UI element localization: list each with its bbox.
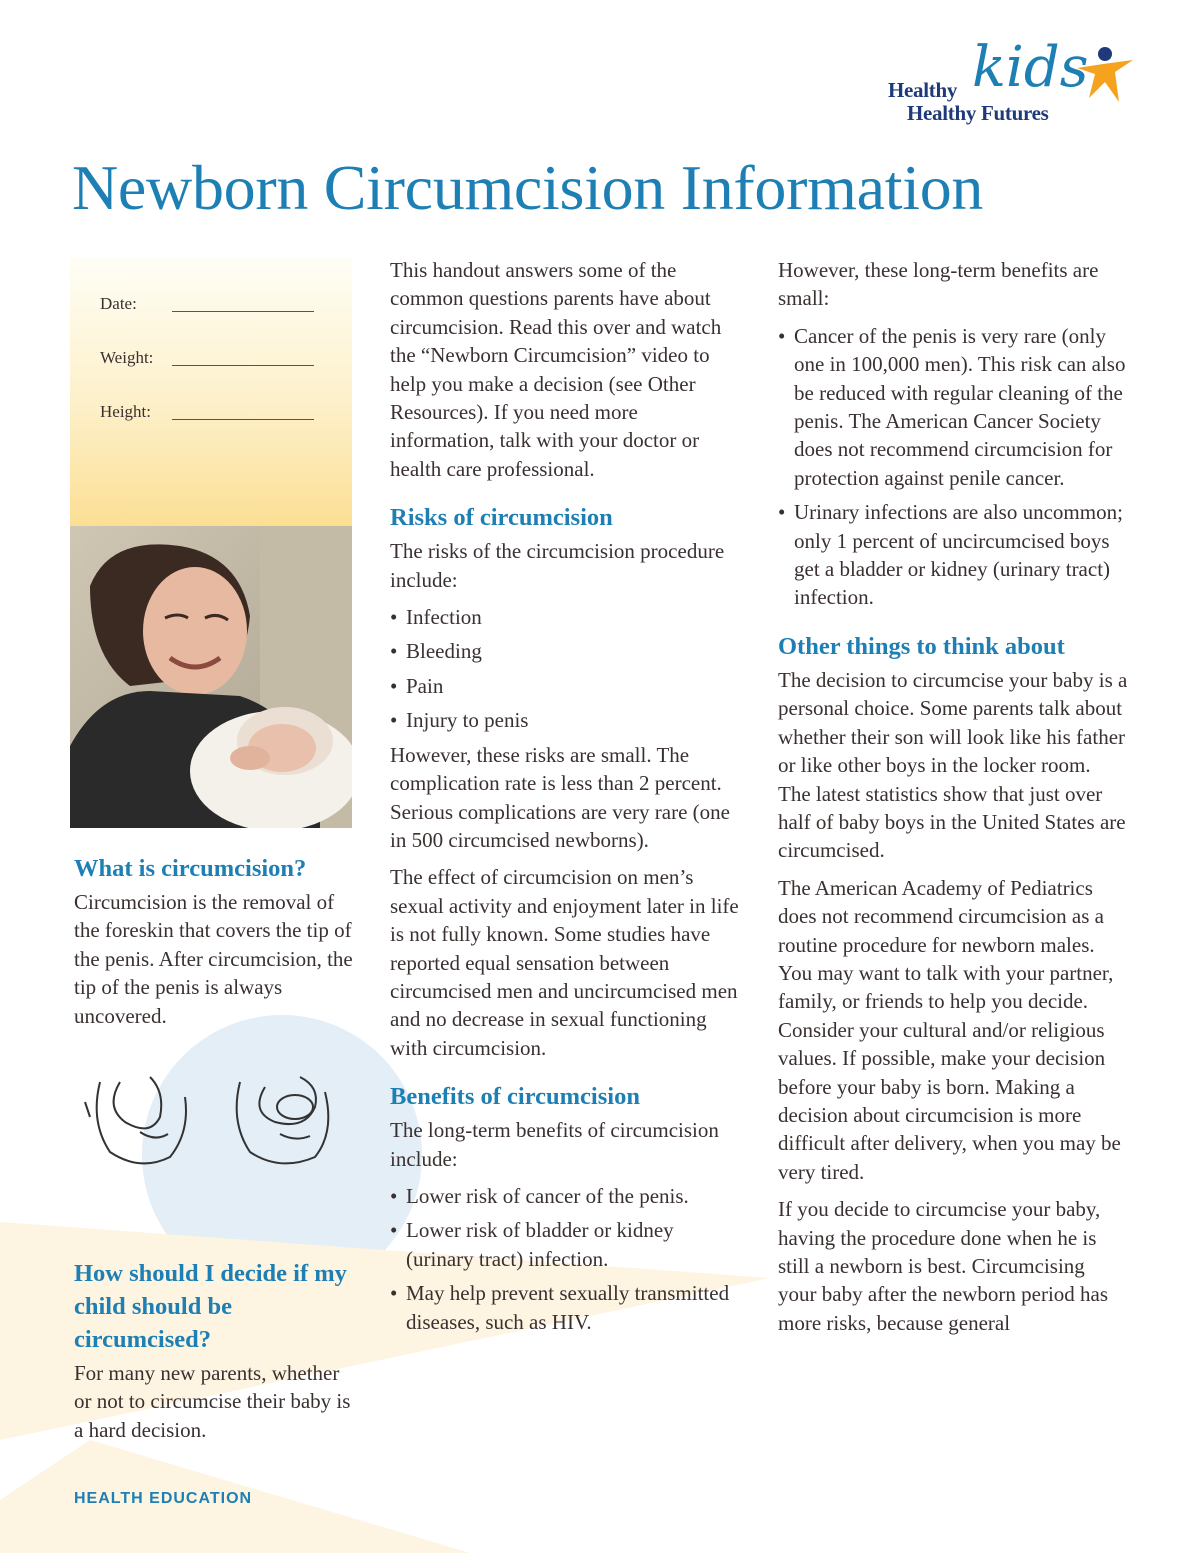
date-field[interactable] bbox=[100, 294, 314, 314]
weight-line[interactable] bbox=[172, 348, 314, 366]
list-item: • Infection bbox=[390, 603, 740, 631]
height-field[interactable] bbox=[100, 402, 314, 422]
other-paragraph-3: If you decide to circumcise your baby, having the procedure done when he is still a newborn is best. Circumcising your baby after the newborn period has more risks, because general bbox=[778, 1197, 1109, 1335]
section-heading-benefits: Benefits of circumcision bbox=[390, 1083, 640, 1111]
section-heading-how-decide: How should I decide if my child should be circumcised? bbox=[74, 1260, 347, 1354]
list-item: • Pain bbox=[390, 672, 740, 700]
logo-line-1: Healthy bbox=[888, 78, 958, 102]
list-item: • Cancer of the penis is very rare (only one in 100,000 men). This risk can also be reduced with regular cleaning of the penis. The American Cancer Society does not recommend circumcision for protection against penile cancer. bbox=[778, 322, 1128, 492]
list-item: • Urinary infections are also uncommon; only 1 percent of uncircumcised boys get a bladder or kidney (urinary tract) infection. bbox=[778, 498, 1128, 612]
height-label: Height: bbox=[100, 402, 151, 421]
middle-column bbox=[390, 256, 740, 1342]
list-item: • Injury to penis bbox=[390, 706, 740, 734]
list-item: • May help prevent sexually transmitted diseases, such as HIV. bbox=[390, 1279, 740, 1336]
benefits-list bbox=[390, 1182, 740, 1336]
weight-field[interactable] bbox=[100, 348, 314, 368]
height-line[interactable] bbox=[172, 402, 314, 420]
risks-list bbox=[390, 603, 740, 735]
page-title: Newborn Circumcision Information bbox=[72, 152, 984, 223]
logo-kids-word: kids bbox=[972, 35, 1089, 100]
circumcision-diagram bbox=[80, 1062, 350, 1172]
weight-label: Weight: bbox=[100, 348, 154, 367]
list-item: • Lower risk of bladder or kidney (urinary tract) infection. bbox=[390, 1216, 740, 1273]
healthy-kids-logo bbox=[880, 35, 1140, 130]
date-line[interactable] bbox=[172, 294, 314, 312]
risks-paragraph-2: The effect of circumcision on men’s sexual activity and enjoyment later in life is not fully known. Some studies have reported equal sensation between circumcised men and uncircumcised men and no decrease in sexual functioning with circumcision. bbox=[390, 865, 739, 1060]
section-heading-other-things: Other things to think about bbox=[778, 632, 1065, 660]
section-heading-what-is: What is circumcision? bbox=[74, 855, 307, 882]
how-decide-paragraph: For many new parents, whether or not to circumcise their baby is a hard decision. bbox=[74, 1361, 351, 1442]
risks-intro: The risks of the circumcision procedure include: bbox=[390, 539, 725, 592]
other-paragraph-2: The American Academy of Pediatrics does not recommend circumcision as a routine procedure for newborn males. You may want to talk with your partner, family, or friends to help you decide. Consider your cultural and/or religious values. If possible, make your decision before your baby is born. Making a decision about circumcision is more difficult after delivery, when you may be very tired. bbox=[778, 875, 1121, 1184]
risks-paragraph-1: However, these risks are small. The complication rate is less than 2 percent. Serious complications are very rare (one in 500 circumcised newborns). bbox=[390, 742, 730, 852]
benefits-detail-list bbox=[778, 322, 1128, 612]
list-item: • Bleeding bbox=[390, 637, 740, 665]
benefits-intro: The long-term benefits of circumcision include: bbox=[390, 1118, 719, 1171]
date-label: Date: bbox=[100, 294, 137, 313]
what-is-paragraph: Circumcision is the removal of the foreskin that covers the tip of the penis. After circumcision, the tip of the penis is always uncovered. bbox=[74, 890, 353, 1028]
other-paragraph-1: The decision to circumcise your baby is a personal choice. Some parents talk about whether their son will look like his father or like other boys in the locker room. The latest statistics show that just over half of baby boys in the United States are circumcised. bbox=[778, 667, 1128, 863]
uncircumcised-drawing bbox=[85, 1077, 186, 1163]
mother-baby-photo bbox=[70, 526, 352, 828]
logo-line-2: Healthy Futures bbox=[907, 101, 1049, 125]
benefits-small-intro: However, these long-term benefits are small: bbox=[778, 258, 1099, 311]
intro-paragraph: This handout answers some of the common questions parents have about circumcision. Read this over and watch the “Newborn Circumcision” video to help you make a decision (see Other Resources). If you need more information, talk with your doctor or health care professional. bbox=[390, 258, 722, 481]
section-heading-risks: Risks of circumcision bbox=[390, 504, 613, 532]
star-person-icon bbox=[1075, 46, 1137, 104]
footer-label: HEALTH EDUCATION bbox=[74, 1490, 253, 1507]
list-item: • Lower risk of cancer of the penis. bbox=[390, 1182, 740, 1210]
patient-info-box bbox=[70, 258, 352, 526]
right-column bbox=[778, 256, 1128, 1346]
circumcised-drawing bbox=[237, 1077, 329, 1163]
